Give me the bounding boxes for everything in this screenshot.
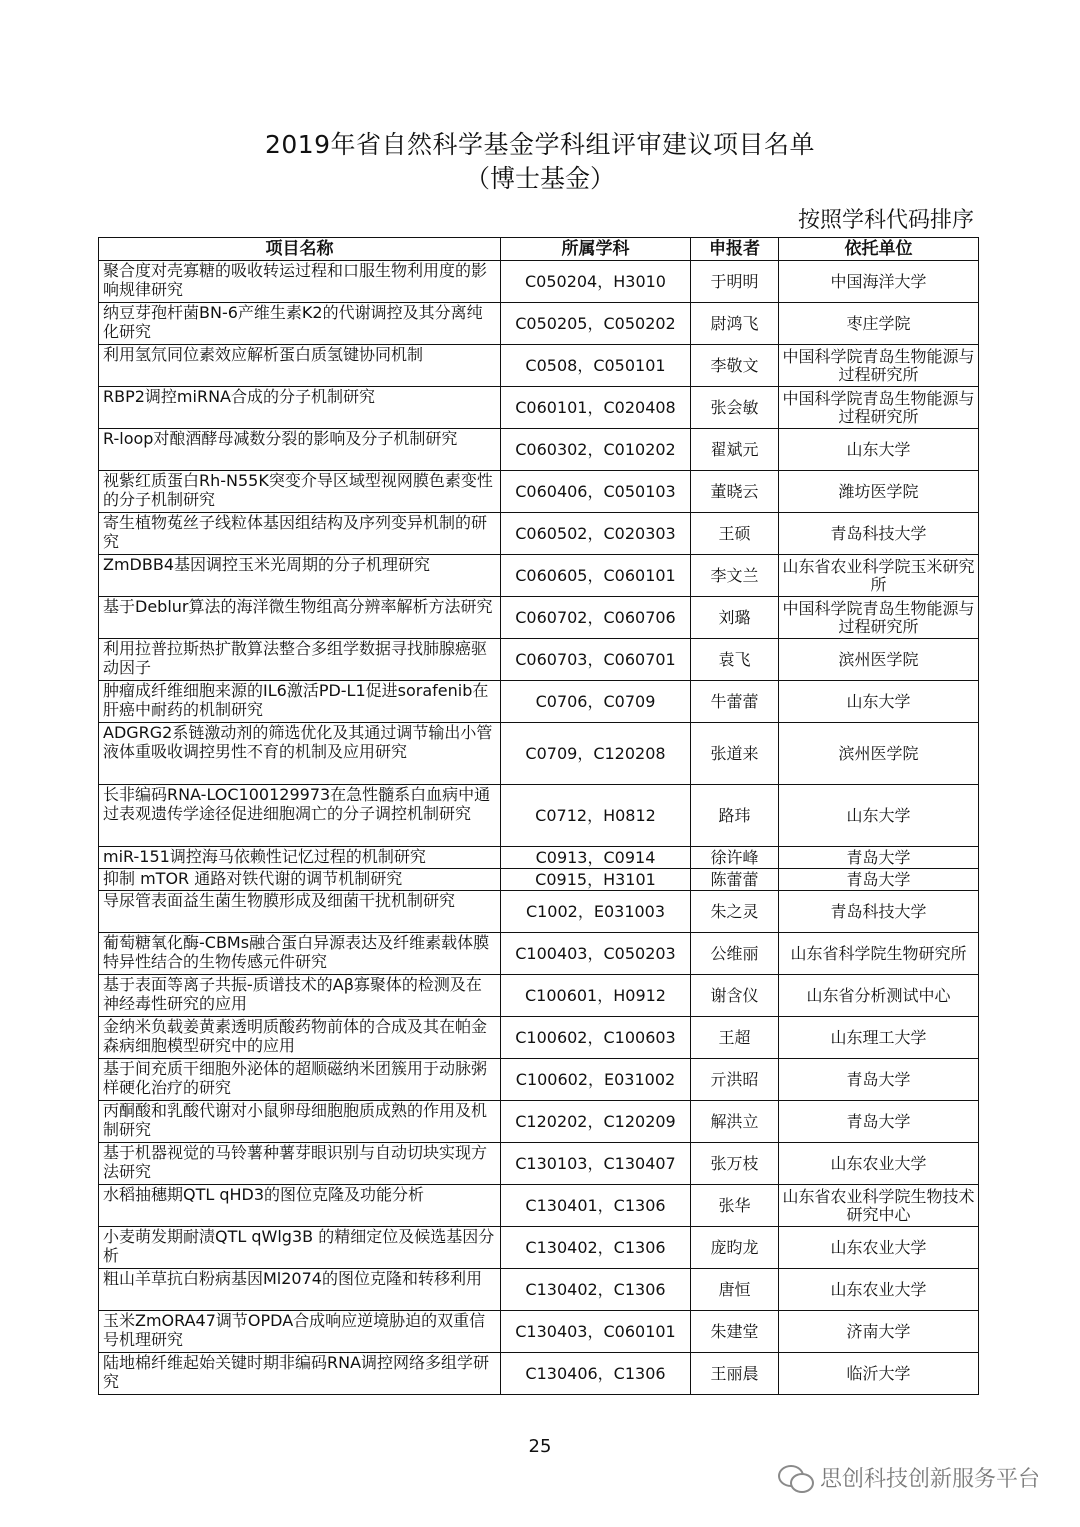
cell-project-name-text: 基于表面等离子共振-质谱技术的Aβ寡聚体的检测及在神经毒性研究的应用 xyxy=(103,975,482,1013)
cell-unit xyxy=(779,785,979,847)
cell-unit-text: 山东大学 xyxy=(846,440,911,459)
cell-project-name-text: miR-151调控海马依赖性记忆过程的机制研究 xyxy=(103,847,426,866)
cell-discipline xyxy=(501,785,691,847)
cell-project-name-text: 聚合度对壳寡糖的吸收转运过程和口服生物利用度的影响规律研究 xyxy=(103,261,488,299)
cell-project-name-text: 基于间充质干细胞外泌体的超顺磁纳米团簇用于动脉粥样硬化治疗的研究 xyxy=(103,1059,488,1097)
cell-unit-text: 济南大学 xyxy=(846,1322,911,1341)
cell-project-name xyxy=(99,429,501,471)
cell-project-name xyxy=(99,869,501,891)
cell-discipline xyxy=(501,471,691,513)
cell-applicant-text: 亓洪昭 xyxy=(710,1070,759,1089)
cell-project-name xyxy=(99,1059,501,1101)
cell-unit-text: 青岛科技大学 xyxy=(830,524,927,543)
cell-project-name-text: 陆地棉纤维起始关键时期非编码RNA调控网络多组学研究 xyxy=(103,1353,490,1391)
cell-unit-text: 临沂大学 xyxy=(846,1364,911,1383)
cell-discipline-text: C0709，C120208 xyxy=(525,744,666,763)
cell-unit-text: 山东大学 xyxy=(846,692,911,711)
cell-project-name-text: 丙酮酸和乳酸代谢对小鼠卵母细胞胞质成熟的作用及机制研究 xyxy=(103,1101,488,1139)
table-row xyxy=(99,723,979,785)
cell-project-name-text: 金纳米负载姜黄素透明质酸药物前体的合成及其在帕金森病细胞模型研究中的应用 xyxy=(103,1017,488,1055)
page-title: 2019年省自然科学基金学科组评审建议项目名单 xyxy=(264,130,816,159)
cell-applicant xyxy=(691,1269,779,1311)
cell-unit-text: 中国海洋大学 xyxy=(830,272,927,291)
table-row xyxy=(99,429,979,471)
cell-unit-text: 山东省科学院生物研究所 xyxy=(790,944,967,963)
cell-project-name xyxy=(99,639,501,681)
cell-project-name xyxy=(99,723,501,785)
cell-applicant xyxy=(691,723,779,785)
cell-applicant-text: 翟斌元 xyxy=(710,440,759,459)
table-row xyxy=(99,597,979,639)
cell-discipline-text: C100403，C050203 xyxy=(515,944,676,963)
cell-applicant-text: 解洪立 xyxy=(710,1112,759,1131)
cell-applicant xyxy=(691,1143,779,1185)
cell-unit xyxy=(779,681,979,723)
cell-applicant-text: 朱建堂 xyxy=(710,1322,759,1341)
cell-project-name-text: 玉米ZmORA47调节OPDA合成响应逆境胁迫的双重信号机理研究 xyxy=(103,1311,486,1349)
cell-project-name xyxy=(99,513,501,555)
cell-project-name-text: ZmDBB4基因调控玉米光周期的分子机理研究 xyxy=(103,555,431,574)
cell-applicant-text: 袁飞 xyxy=(718,650,751,669)
cell-discipline xyxy=(501,847,691,869)
cell-unit xyxy=(779,429,979,471)
cell-unit-text: 青岛大学 xyxy=(846,870,911,889)
watermark xyxy=(778,1462,1040,1493)
header-project-name: 项目名称 xyxy=(99,238,501,261)
cell-applicant xyxy=(691,1017,779,1059)
cell-unit xyxy=(779,555,979,597)
cell-applicant xyxy=(691,933,779,975)
table-row xyxy=(99,1353,979,1395)
cell-unit-text: 山东省农业科学院玉米研究所 xyxy=(782,557,975,594)
cell-project-name xyxy=(99,681,501,723)
cell-applicant-text: 公维丽 xyxy=(710,944,759,963)
cell-unit xyxy=(779,1101,979,1143)
cell-project-name-text: ADGRG2系链激动剂的筛选优化及其通过调节输出小管液体重吸收调控男性不育的机制及应用研究 xyxy=(103,723,493,761)
cell-applicant-text: 牛蕾蕾 xyxy=(710,692,759,711)
table-row xyxy=(99,555,979,597)
cell-project-name xyxy=(99,555,501,597)
page-subtitle: （博士基金） xyxy=(464,164,615,193)
cell-applicant-text: 王硕 xyxy=(718,524,751,543)
cell-project-name-text: 利用拉普拉斯热扩散算法整合多组学数据寻找肺腺癌驱动因子 xyxy=(103,639,488,677)
cell-applicant-text: 路玮 xyxy=(718,806,751,825)
table-row xyxy=(99,681,979,723)
cell-discipline-text: C0915，H3101 xyxy=(535,870,656,889)
cell-discipline-text: C060702，C060706 xyxy=(515,608,676,627)
cell-project-name-text: 视紫红质蛋白Rh-N55K突变介导区域型视网膜色素变性的分子机制研究 xyxy=(103,471,493,509)
cell-unit xyxy=(779,847,979,869)
cell-project-name-text: 利用氢氘同位素效应解析蛋白质氢键协同机制 xyxy=(103,345,424,364)
cell-applicant-text: 陈蕾蕾 xyxy=(710,870,759,889)
cell-project-name-text: 小麦萌发期耐渍QTL qWlg3B 的精细定位及候选基因分析 xyxy=(103,1227,495,1265)
cell-unit xyxy=(779,1059,979,1101)
table-row xyxy=(99,345,979,387)
cell-unit-text: 山东农业大学 xyxy=(830,1280,927,1299)
cell-discipline xyxy=(501,513,691,555)
cell-discipline xyxy=(501,261,691,303)
cell-discipline-text: C130402，C1306 xyxy=(525,1280,666,1299)
cell-applicant-text: 庞昀龙 xyxy=(710,1238,759,1257)
cell-applicant-text: 张道来 xyxy=(710,744,759,763)
cell-applicant xyxy=(691,1227,779,1269)
cell-project-name-text: 肿瘤成纤维细胞来源的IL6激活PD-L1促进sorafenib在肝癌中耐药的机制研究 xyxy=(103,681,489,719)
sort-note: 按照学科代码排序 xyxy=(797,208,974,233)
cell-project-name xyxy=(99,1311,501,1353)
cell-discipline-text: C060101，C020408 xyxy=(515,398,676,417)
cell-discipline xyxy=(501,639,691,681)
cell-discipline-text: C0706，C0709 xyxy=(535,692,656,711)
cell-unit xyxy=(779,471,979,513)
cell-applicant-text: 谢含仪 xyxy=(710,986,759,1005)
cell-unit-text: 山东理工大学 xyxy=(830,1028,927,1047)
cell-applicant xyxy=(691,681,779,723)
table-row xyxy=(99,261,979,303)
cell-project-name xyxy=(99,1101,501,1143)
cell-applicant-text: 李文兰 xyxy=(710,566,759,585)
cell-discipline-text: C0508，C050101 xyxy=(525,356,666,375)
cell-discipline-text: C050204，H3010 xyxy=(524,272,666,291)
cell-discipline xyxy=(501,597,691,639)
cell-discipline xyxy=(501,1311,691,1353)
cell-unit xyxy=(779,1227,979,1269)
cell-discipline xyxy=(501,1353,691,1395)
cell-discipline-text: C0712，H0812 xyxy=(535,806,656,825)
cell-applicant xyxy=(691,785,779,847)
cell-discipline xyxy=(501,869,691,891)
cell-applicant xyxy=(691,891,779,933)
cell-project-name xyxy=(99,1353,501,1395)
cell-unit xyxy=(779,1185,979,1227)
cell-project-name xyxy=(99,933,501,975)
cell-discipline-text: C130401，C1306 xyxy=(525,1196,666,1215)
cell-project-name-text: 基于Deblur算法的海洋微生物组高分辨率解析方法研究 xyxy=(103,597,493,616)
cell-project-name-text: 水稻抽穗期QTL qHD3的图位克隆及功能分析 xyxy=(103,1185,425,1204)
table-row xyxy=(99,847,979,869)
cell-applicant xyxy=(691,975,779,1017)
cell-discipline-text: C130403，C060101 xyxy=(515,1322,676,1341)
cell-discipline-text: C060703，C060701 xyxy=(515,650,676,669)
cell-unit xyxy=(779,723,979,785)
cell-discipline xyxy=(501,1269,691,1311)
cell-project-name xyxy=(99,597,501,639)
cell-project-name-text: R-loop对酿酒酵母减数分裂的影响及分子机制研究 xyxy=(103,429,458,448)
cell-project-name xyxy=(99,345,501,387)
table-row xyxy=(99,785,979,847)
header-discipline: 所属学科 xyxy=(501,238,691,261)
cell-discipline-text: C060302，C010202 xyxy=(515,440,676,459)
cell-unit xyxy=(779,261,979,303)
cell-discipline xyxy=(501,933,691,975)
table-row xyxy=(99,891,979,933)
cell-unit-text: 青岛大学 xyxy=(846,1112,911,1131)
cell-unit xyxy=(779,1017,979,1059)
cell-project-name-text: RBP2调控miRNA合成的分子机制研究 xyxy=(103,387,375,406)
cell-unit xyxy=(779,303,979,345)
cell-project-name xyxy=(99,303,501,345)
cell-applicant-text: 刘璐 xyxy=(718,608,751,627)
table-row xyxy=(99,1269,979,1311)
table-row xyxy=(99,387,979,429)
cell-project-name xyxy=(99,975,501,1017)
cell-project-name xyxy=(99,471,501,513)
cell-applicant xyxy=(691,639,779,681)
cell-project-name-text: 寄生植物菟丝子线粒体基因组结构及序列变异机制的研究 xyxy=(103,513,488,551)
cell-discipline-text: C050205，C050202 xyxy=(515,314,676,333)
cell-applicant xyxy=(691,1353,779,1395)
table-row xyxy=(99,1059,979,1101)
cell-project-name-text: 抑制 mTOR 通路对铁代谢的调节机制研究 xyxy=(103,869,403,888)
cell-applicant xyxy=(691,1059,779,1101)
cell-project-name-text: 粗山羊草抗白粉病基因Ml2074的图位克隆和转移利用 xyxy=(103,1269,482,1288)
cell-unit-text: 青岛大学 xyxy=(846,1070,911,1089)
cell-unit-text: 枣庄学院 xyxy=(846,314,911,333)
cell-discipline xyxy=(501,1101,691,1143)
cell-project-name-text: 纳豆芽孢杆菌BN-6产维生素K2的代谢调控及其分离纯化研究 xyxy=(103,303,483,341)
cell-unit xyxy=(779,1143,979,1185)
cell-discipline-text: C060605，C060101 xyxy=(515,566,676,585)
table-row xyxy=(99,1185,979,1227)
cell-project-name xyxy=(99,387,501,429)
table-body xyxy=(99,261,979,1395)
cell-unit xyxy=(779,1311,979,1353)
cell-unit-text: 山东省农业科学院生物技术研究中心 xyxy=(782,1187,975,1224)
cell-project-name xyxy=(99,847,501,869)
cell-discipline xyxy=(501,429,691,471)
cell-applicant xyxy=(691,303,779,345)
cell-applicant xyxy=(691,1311,779,1353)
cell-project-name xyxy=(99,1227,501,1269)
table-row xyxy=(99,1227,979,1269)
cell-applicant-text: 唐恒 xyxy=(718,1280,751,1299)
cell-applicant xyxy=(691,1101,779,1143)
cell-discipline xyxy=(501,723,691,785)
cell-applicant xyxy=(691,869,779,891)
cell-unit-text: 山东农业大学 xyxy=(830,1238,927,1257)
cell-applicant-text: 朱之灵 xyxy=(710,902,759,921)
cell-discipline-text: C0913，C0914 xyxy=(535,848,656,867)
cell-discipline xyxy=(501,1059,691,1101)
cell-discipline xyxy=(501,1227,691,1269)
cell-unit xyxy=(779,345,979,387)
watermark-text: 思创科技创新服务平台 xyxy=(819,1467,1040,1492)
cell-unit xyxy=(779,933,979,975)
cell-applicant xyxy=(691,471,779,513)
cell-project-name xyxy=(99,891,501,933)
cell-discipline-text: C100602，C100603 xyxy=(515,1028,676,1047)
table-header-row xyxy=(99,238,979,261)
cell-unit-text: 中国科学院青岛生物能源与过程研究所 xyxy=(782,599,975,636)
cell-unit xyxy=(779,387,979,429)
table-row xyxy=(99,933,979,975)
cell-unit xyxy=(779,639,979,681)
cell-applicant xyxy=(691,429,779,471)
cell-project-name-text: 基于机器视觉的马铃薯种薯芽眼识别与自动切块实现方法研究 xyxy=(103,1143,488,1181)
page-number: 25 xyxy=(528,1436,552,1457)
table-row xyxy=(99,1311,979,1353)
cell-project-name xyxy=(99,1017,501,1059)
cell-applicant-text: 于明明 xyxy=(710,272,759,291)
cell-project-name-text: 长非编码RNA-LOC100129973在急性髓系白血病中通过表观遗传学途径促进细胞凋亡的分子调控机制研究 xyxy=(103,785,491,823)
table-row xyxy=(99,639,979,681)
cell-applicant-text: 尉鸿飞 xyxy=(710,314,759,333)
cell-applicant xyxy=(691,597,779,639)
cell-project-name xyxy=(99,1269,501,1311)
cell-unit xyxy=(779,1269,979,1311)
header-unit: 依托单位 xyxy=(779,238,979,261)
cell-discipline-text: C120202，C120209 xyxy=(515,1112,676,1131)
cell-applicant-text: 张会敏 xyxy=(710,398,759,417)
cell-unit-text: 青岛科技大学 xyxy=(830,902,927,921)
cell-discipline xyxy=(501,345,691,387)
cell-unit xyxy=(779,1353,979,1395)
table-row xyxy=(99,303,979,345)
cell-discipline-text: C1002，E031003 xyxy=(525,902,666,921)
cell-applicant xyxy=(691,261,779,303)
cell-applicant xyxy=(691,1185,779,1227)
cell-unit-text: 山东省分析测试中心 xyxy=(806,986,951,1005)
table-row xyxy=(99,1143,979,1185)
cell-applicant xyxy=(691,513,779,555)
cell-project-name xyxy=(99,261,501,303)
cell-unit-text: 滨州医学院 xyxy=(838,650,919,669)
cell-project-name-text: 葡萄糖氧化酶-CBMs融合蛋白异源表达及纤维素载体膜特异性结合的生物传感元件研究 xyxy=(103,933,490,971)
cell-unit-text: 潍坊医学院 xyxy=(838,482,919,501)
cell-project-name-text: 导尿管表面益生菌生物膜形成及细菌干扰机制研究 xyxy=(103,891,456,910)
cell-applicant-text: 徐许峰 xyxy=(710,848,759,867)
cell-project-name xyxy=(99,785,501,847)
cell-discipline xyxy=(501,555,691,597)
table-row xyxy=(99,869,979,891)
table-row xyxy=(99,513,979,555)
table-row xyxy=(99,975,979,1017)
cell-unit xyxy=(779,869,979,891)
cell-unit xyxy=(779,975,979,1017)
cell-applicant-text: 李敬文 xyxy=(710,356,759,375)
project-table xyxy=(98,237,979,1395)
cell-applicant-text: 王超 xyxy=(718,1028,751,1047)
cell-discipline-text: C060406，C050103 xyxy=(515,482,676,501)
cell-unit-text: 青岛大学 xyxy=(846,848,911,867)
cell-unit-text: 滨州医学院 xyxy=(838,744,919,763)
cell-discipline xyxy=(501,681,691,723)
cell-discipline-text: C060502，C020303 xyxy=(515,524,676,543)
table-row xyxy=(99,1101,979,1143)
cell-discipline-text: C130103，C130407 xyxy=(515,1154,676,1173)
cell-applicant-text: 王丽晨 xyxy=(710,1364,759,1383)
cell-discipline xyxy=(501,1185,691,1227)
cell-unit xyxy=(779,597,979,639)
cell-applicant xyxy=(691,387,779,429)
cell-project-name xyxy=(99,1143,501,1185)
cell-unit-text: 山东农业大学 xyxy=(830,1154,927,1173)
cell-discipline xyxy=(501,303,691,345)
table-row xyxy=(99,1017,979,1059)
cell-applicant xyxy=(691,555,779,597)
cell-discipline-text: C100601，H0912 xyxy=(524,986,666,1005)
cell-discipline-text: C100602，E031002 xyxy=(515,1070,676,1089)
cell-applicant-text: 张万枝 xyxy=(710,1154,759,1173)
cell-discipline xyxy=(501,1017,691,1059)
cell-discipline xyxy=(501,387,691,429)
cell-discipline xyxy=(501,975,691,1017)
cell-applicant-text: 董晓云 xyxy=(710,482,759,501)
cell-unit-text: 中国科学院青岛生物能源与过程研究所 xyxy=(782,389,975,426)
cell-applicant xyxy=(691,847,779,869)
cell-discipline xyxy=(501,891,691,933)
wechat-icon xyxy=(778,1463,814,1493)
cell-unit-text: 山东大学 xyxy=(846,806,911,825)
cell-project-name xyxy=(99,1185,501,1227)
cell-discipline xyxy=(501,1143,691,1185)
cell-applicant xyxy=(691,345,779,387)
table-row xyxy=(99,471,979,513)
cell-unit xyxy=(779,891,979,933)
header-applicant: 申报者 xyxy=(691,238,779,261)
cell-unit-text: 中国科学院青岛生物能源与过程研究所 xyxy=(782,347,975,384)
cell-discipline-text: C130406，C1306 xyxy=(525,1364,666,1383)
cell-discipline-text: C130402，C1306 xyxy=(525,1238,666,1257)
cell-unit xyxy=(779,513,979,555)
cell-applicant-text: 张华 xyxy=(718,1196,751,1215)
